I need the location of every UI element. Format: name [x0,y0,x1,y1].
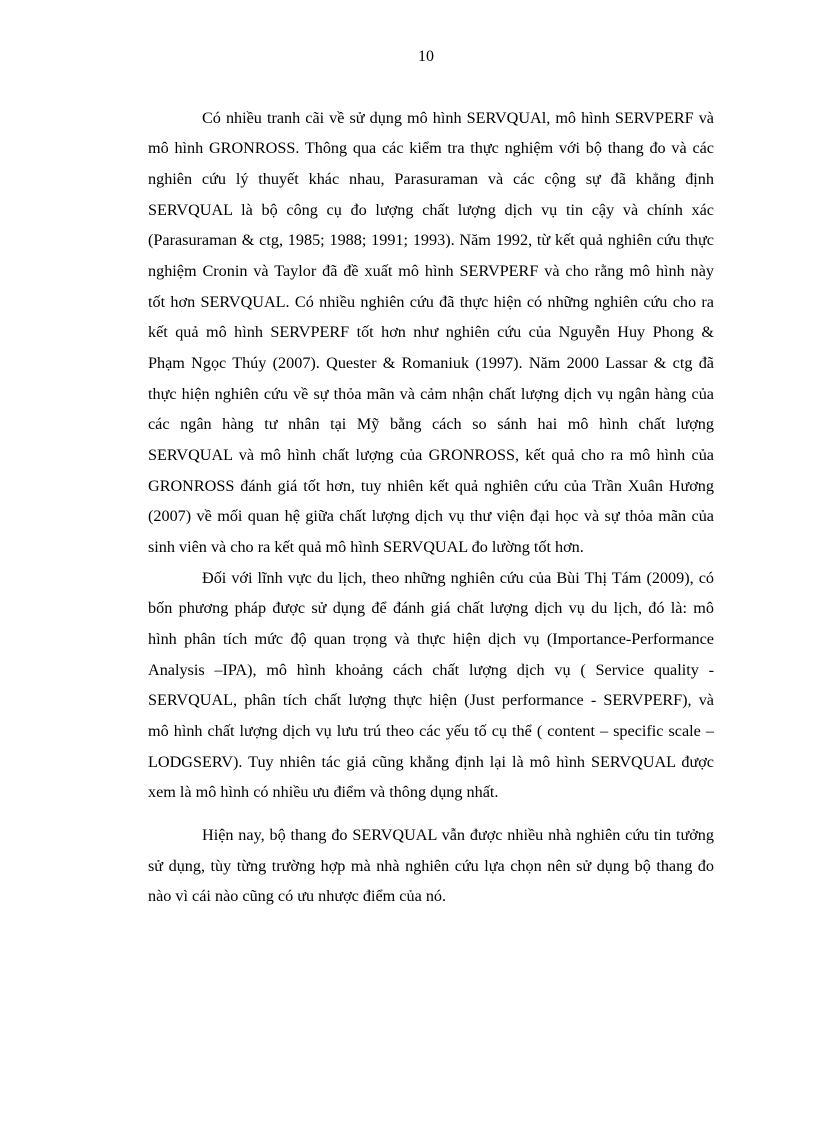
text-line: xem là mô hình có nhiều ưu điểm và thông dụng nhất. [148,783,499,801]
text-line: sử dụng, tùy từng trường hợp mà nhà nghiên cứu lựa chọn nên sử dụng bộ thang đo [148,857,714,875]
text-line: Analysis –IPA), mô hình khoảng cách chất lượng dịch vụ ( Service quality - [148,661,714,679]
text-line: nào vì cái nào cũng có ưu nhược điểm của nó. [148,887,447,905]
text-line: SERVQUAL và mô hình chất lượng của GRONROSS, kết quả cho ra mô hình của [148,446,714,464]
text-line: (2007) về mối quan hệ giữa chất lượng dịch vụ thư viện đại học và sự thỏa mãn của [148,507,714,525]
text-line: sinh viên và cho ra kết quả mô hình SERVQUAL đo lường tốt hơn. [148,538,584,556]
page-number: 10 [418,48,434,65]
text-line: bốn phương pháp được sử dụng để đánh giá chất lượng dịch vụ du lịch, đó là: mô [148,599,714,617]
text-line: Hiện nay, bộ thang đo SERVQUAL vẫn được nhiều nhà nghiên cứu tin tưởng [202,826,714,844]
text-line: tốt hơn SERVQUAL. Có nhiều nghiên cứu đã thực hiện có những nghiên cứu cho ra [148,293,714,311]
text-line: kết quả mô hình SERVPERF tốt hơn như nghiên cứu của Nguyễn Huy Phong & [148,323,714,341]
text-line: Có nhiều tranh cãi về sử dụng mô hình SERVQUAl, mô hình SERVPERF và [202,109,714,127]
text-line: thực hiện nghiên cứu về sự thỏa mãn và cảm nhận chất lượng dịch vụ ngân hàng của [148,385,714,403]
text-line: hình phân tích mức độ quan trọng và thực hiện dịch vụ (Importance-Performance [148,630,714,648]
text-line: các ngân hàng tư nhân tại Mỹ bằng cách so sánh hai mô hình chất lượng [148,415,714,433]
text-line: (Parasuraman & ctg, 1985; 1988; 1991; 1993). Năm 1992, từ kết quả nghiên cứu thực [148,231,714,249]
text-line: GRONROSS đánh giá tốt hơn, tuy nhiên kết quả nghiên cứu của Trần Xuân Hương [148,477,714,495]
text-line: SERVQUAL, phân tích chất lượng thực hiện (Just performance - SERVPERF), và [148,691,714,709]
text-line: mô hình chất lượng dịch vụ lưu trú theo các yếu tố cụ thể ( content – specific scale – [148,722,714,740]
text-line: mô hình GRONROSS. Thông qua các kiểm tra thực nghiệm với bộ thang đo và các [148,139,714,157]
text-line: Phạm Ngọc Thúy (2007). Quester & Romaniuk (1997). Năm 2000 Lassar & ctg đã [148,354,714,372]
text-line: Đối với lĩnh vực du lịch, theo những nghiên cứu của Bùi Thị Tám (2009), có [202,569,714,587]
text-line: nghiên cứu lý thuyết khác nhau, Parasuraman và các cộng sự đã khẳng định [148,170,714,188]
text-line: LODGSERV). Tuy nhiên tác giả cũng khẳng định lại là mô hình SERVQUAL được [148,753,714,771]
text-line: SERVQUAL là bộ công cụ đo lượng chất lượng dịch vụ tin cậy và chính xác [148,201,714,219]
text-line: nghiệm Cronin và Taylor đã đề xuất mô hình SERVPERF và cho rằng mô hình này [148,262,714,280]
